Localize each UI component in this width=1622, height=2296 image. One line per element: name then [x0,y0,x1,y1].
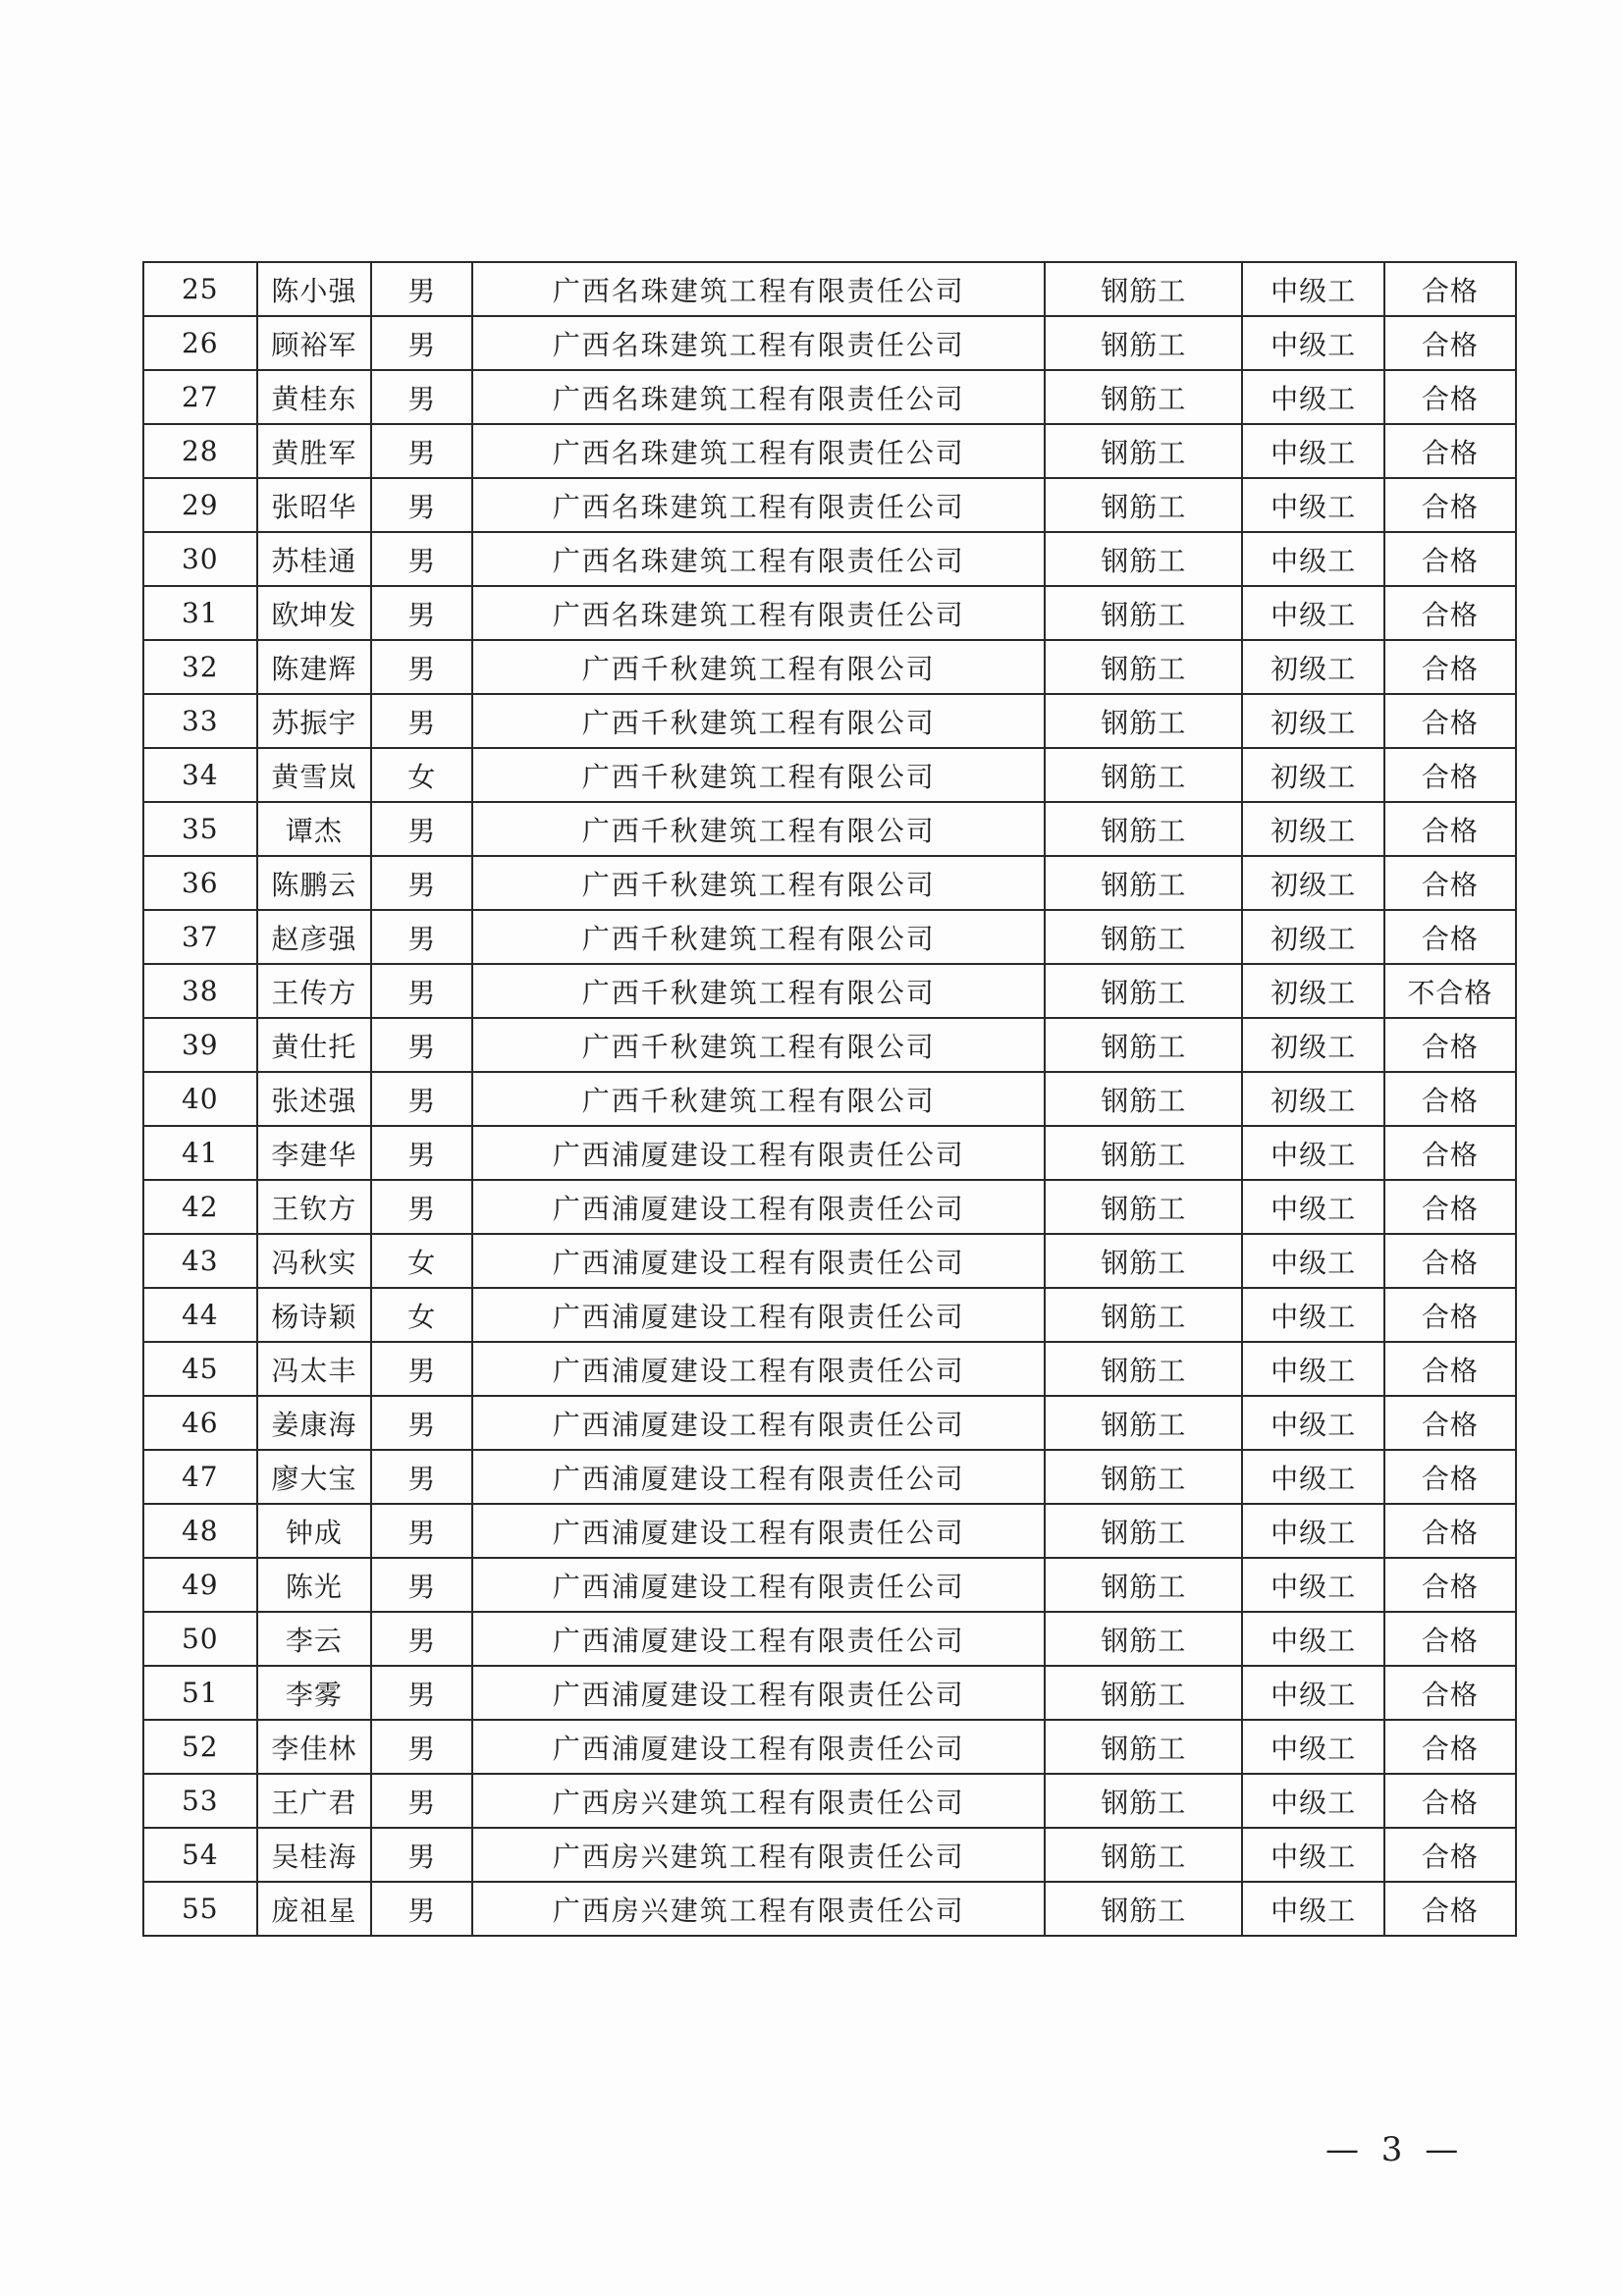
name-cell: 陈建辉 [257,640,372,694]
gender-cell: 男 [371,1180,472,1234]
serial-number-cell: 33 [143,694,257,748]
trade-cell: 钢筋工 [1045,1396,1242,1450]
company-cell: 广西浦厦建设工程有限责任公司 [472,1612,1045,1666]
company-cell: 广西浦厦建设工程有限责任公司 [472,1396,1045,1450]
skill-level-cell: 中级工 [1242,1666,1383,1720]
trade-cell: 钢筋工 [1045,1612,1242,1666]
skill-level-cell: 中级工 [1242,1828,1383,1882]
skill-level-cell: 中级工 [1242,1882,1383,1936]
company-cell: 广西名珠建筑工程有限责任公司 [472,478,1045,532]
table-row [143,1666,1516,1720]
trade-cell: 钢筋工 [1045,1774,1242,1828]
company-cell: 广西名珠建筑工程有限责任公司 [472,586,1045,640]
trade-cell: 钢筋工 [1045,316,1242,370]
roster-table-body [143,262,1516,1936]
company-cell: 广西名珠建筑工程有限责任公司 [472,370,1045,424]
company-cell: 广西千秋建筑工程有限公司 [472,748,1045,802]
result-cell: 合格 [1384,1126,1516,1180]
trade-cell: 钢筋工 [1045,964,1242,1018]
company-cell: 广西浦厦建设工程有限责任公司 [472,1126,1045,1180]
table-row [143,1558,1516,1612]
table-row [143,1234,1516,1288]
result-cell: 合格 [1384,1072,1516,1126]
gender-cell: 男 [371,532,472,586]
result-cell: 合格 [1384,856,1516,910]
result-cell: 合格 [1384,1774,1516,1828]
result-cell: 合格 [1384,532,1516,586]
company-cell: 广西千秋建筑工程有限公司 [472,856,1045,910]
result-cell: 合格 [1384,640,1516,694]
serial-number-cell: 25 [143,262,257,316]
serial-number-cell: 48 [143,1504,257,1558]
gender-cell: 男 [371,478,472,532]
table-row [143,1072,1516,1126]
serial-number-cell: 50 [143,1612,257,1666]
gender-cell: 男 [371,370,472,424]
gender-cell: 男 [371,1072,472,1126]
serial-number-cell: 37 [143,910,257,964]
serial-number-cell: 39 [143,1018,257,1072]
name-cell: 黄桂东 [257,370,372,424]
company-cell: 广西千秋建筑工程有限公司 [472,802,1045,856]
result-cell: 合格 [1384,1558,1516,1612]
trade-cell: 钢筋工 [1045,586,1242,640]
skill-level-cell: 中级工 [1242,478,1383,532]
name-cell: 黄胜军 [257,424,372,478]
name-cell: 李云 [257,1612,372,1666]
skill-level-cell: 中级工 [1242,424,1383,478]
gender-cell: 女 [371,1234,472,1288]
skill-level-cell: 初级工 [1242,1072,1383,1126]
gender-cell: 男 [371,856,472,910]
result-cell: 合格 [1384,586,1516,640]
gender-cell: 男 [371,1018,472,1072]
gender-cell: 男 [371,1558,472,1612]
table-row [143,1180,1516,1234]
skill-level-cell: 初级工 [1242,748,1383,802]
table-row [143,586,1516,640]
page-number: — 3 — [1325,2130,1465,2169]
company-cell: 广西名珠建筑工程有限责任公司 [472,316,1045,370]
result-cell: 合格 [1384,748,1516,802]
serial-number-cell: 43 [143,1234,257,1288]
name-cell: 廖大宝 [257,1450,372,1504]
skill-level-cell: 中级工 [1242,1234,1383,1288]
company-cell: 广西千秋建筑工程有限公司 [472,694,1045,748]
name-cell: 陈鹏云 [257,856,372,910]
gender-cell: 男 [371,694,472,748]
trade-cell: 钢筋工 [1045,640,1242,694]
name-cell: 谭杰 [257,802,372,856]
serial-number-cell: 32 [143,640,257,694]
result-cell: 合格 [1384,1288,1516,1342]
name-cell: 苏振宇 [257,694,372,748]
company-cell: 广西浦厦建设工程有限责任公司 [472,1450,1045,1504]
serial-number-cell: 51 [143,1666,257,1720]
trade-cell: 钢筋工 [1045,1882,1242,1936]
name-cell: 冯秋实 [257,1234,372,1288]
result-cell: 合格 [1384,424,1516,478]
result-cell: 合格 [1384,694,1516,748]
table-row [143,1396,1516,1450]
trade-cell: 钢筋工 [1045,1288,1242,1342]
name-cell: 姜康海 [257,1396,372,1450]
gender-cell: 男 [371,1882,472,1936]
table-row [143,910,1516,964]
company-cell: 广西浦厦建设工程有限责任公司 [472,1666,1045,1720]
serial-number-cell: 28 [143,424,257,478]
skill-level-cell: 中级工 [1242,1774,1383,1828]
table-row [143,1828,1516,1882]
skill-level-cell: 初级工 [1242,640,1383,694]
skill-level-cell: 中级工 [1242,1504,1383,1558]
skill-level-cell: 中级工 [1242,532,1383,586]
table-row [143,964,1516,1018]
serial-number-cell: 38 [143,964,257,1018]
result-cell: 合格 [1384,370,1516,424]
trade-cell: 钢筋工 [1045,1180,1242,1234]
skill-level-cell: 中级工 [1242,1450,1383,1504]
table-row [143,1612,1516,1666]
result-cell: 合格 [1384,1018,1516,1072]
name-cell: 冯太丰 [257,1342,372,1396]
serial-number-cell: 47 [143,1450,257,1504]
gender-cell: 男 [371,1342,472,1396]
name-cell: 张昭华 [257,478,372,532]
name-cell: 陈小强 [257,262,372,316]
table-row [143,748,1516,802]
serial-number-cell: 40 [143,1072,257,1126]
table-row [143,1450,1516,1504]
trade-cell: 钢筋工 [1045,1072,1242,1126]
serial-number-cell: 49 [143,1558,257,1612]
name-cell: 王传方 [257,964,372,1018]
gender-cell: 男 [371,586,472,640]
serial-number-cell: 35 [143,802,257,856]
trade-cell: 钢筋工 [1045,1666,1242,1720]
trade-cell: 钢筋工 [1045,262,1242,316]
roster-table-container [142,261,1517,1937]
gender-cell: 男 [371,1450,472,1504]
name-cell: 欧坤发 [257,586,372,640]
result-cell: 合格 [1384,478,1516,532]
company-cell: 广西房兴建筑工程有限责任公司 [472,1882,1045,1936]
serial-number-cell: 26 [143,316,257,370]
table-row [143,532,1516,586]
name-cell: 陈光 [257,1558,372,1612]
company-cell: 广西房兴建筑工程有限责任公司 [472,1774,1045,1828]
result-cell: 合格 [1384,316,1516,370]
trade-cell: 钢筋工 [1045,1126,1242,1180]
table-row [143,856,1516,910]
result-cell: 合格 [1384,262,1516,316]
serial-number-cell: 54 [143,1828,257,1882]
trade-cell: 钢筋工 [1045,748,1242,802]
table-row [143,1720,1516,1774]
gender-cell: 男 [371,1612,472,1666]
trade-cell: 钢筋工 [1045,910,1242,964]
table-row [143,694,1516,748]
serial-number-cell: 31 [143,586,257,640]
table-row [143,1288,1516,1342]
table-row [143,1126,1516,1180]
name-cell: 赵彦强 [257,910,372,964]
trade-cell: 钢筋工 [1045,856,1242,910]
gender-cell: 男 [371,1396,472,1450]
serial-number-cell: 53 [143,1774,257,1828]
name-cell: 吴桂海 [257,1828,372,1882]
result-cell: 合格 [1384,1612,1516,1666]
skill-level-cell: 初级工 [1242,856,1383,910]
company-cell: 广西浦厦建设工程有限责任公司 [472,1180,1045,1234]
skill-level-cell: 中级工 [1242,1126,1383,1180]
company-cell: 广西房兴建筑工程有限责任公司 [472,1828,1045,1882]
serial-number-cell: 27 [143,370,257,424]
gender-cell: 男 [371,1504,472,1558]
serial-number-cell: 52 [143,1720,257,1774]
skill-level-cell: 初级工 [1242,910,1383,964]
trade-cell: 钢筋工 [1045,1720,1242,1774]
trade-cell: 钢筋工 [1045,1828,1242,1882]
table-row [143,1774,1516,1828]
gender-cell: 男 [371,1828,472,1882]
gender-cell: 男 [371,1666,472,1720]
result-cell: 合格 [1384,1234,1516,1288]
gender-cell: 男 [371,1126,472,1180]
name-cell: 李建华 [257,1126,372,1180]
company-cell: 广西千秋建筑工程有限公司 [472,1018,1045,1072]
gender-cell: 男 [371,424,472,478]
result-cell: 合格 [1384,910,1516,964]
company-cell: 广西浦厦建设工程有限责任公司 [472,1558,1045,1612]
result-cell: 合格 [1384,1450,1516,1504]
skill-level-cell: 中级工 [1242,586,1383,640]
table-row [143,262,1516,316]
table-row [143,316,1516,370]
company-cell: 广西浦厦建设工程有限责任公司 [472,1234,1045,1288]
trade-cell: 钢筋工 [1045,802,1242,856]
company-cell: 广西浦厦建设工程有限责任公司 [472,1288,1045,1342]
trade-cell: 钢筋工 [1045,1342,1242,1396]
table-row [143,802,1516,856]
result-cell: 合格 [1384,1882,1516,1936]
company-cell: 广西名珠建筑工程有限责任公司 [472,262,1045,316]
name-cell: 杨诗颖 [257,1288,372,1342]
gender-cell: 男 [371,802,472,856]
gender-cell: 男 [371,1774,472,1828]
result-cell: 不合格 [1384,964,1516,1018]
serial-number-cell: 34 [143,748,257,802]
name-cell: 黄雪岚 [257,748,372,802]
company-cell: 广西千秋建筑工程有限公司 [472,910,1045,964]
trade-cell: 钢筋工 [1045,424,1242,478]
table-row [143,640,1516,694]
serial-number-cell: 36 [143,856,257,910]
serial-number-cell: 46 [143,1396,257,1450]
skill-level-cell: 中级工 [1242,262,1383,316]
name-cell: 王钦方 [257,1180,372,1234]
table-row [143,1504,1516,1558]
company-cell: 广西千秋建筑工程有限公司 [472,964,1045,1018]
trade-cell: 钢筋工 [1045,1450,1242,1504]
serial-number-cell: 30 [143,532,257,586]
result-cell: 合格 [1384,1342,1516,1396]
company-cell: 广西浦厦建设工程有限责任公司 [472,1720,1045,1774]
trade-cell: 钢筋工 [1045,1234,1242,1288]
serial-number-cell: 42 [143,1180,257,1234]
company-cell: 广西浦厦建设工程有限责任公司 [472,1342,1045,1396]
gender-cell: 男 [371,640,472,694]
trade-cell: 钢筋工 [1045,1504,1242,1558]
skill-level-cell: 初级工 [1242,694,1383,748]
gender-cell: 男 [371,1720,472,1774]
skill-level-cell: 中级工 [1242,370,1383,424]
gender-cell: 男 [371,262,472,316]
serial-number-cell: 55 [143,1882,257,1936]
name-cell: 王广君 [257,1774,372,1828]
skill-level-cell: 初级工 [1242,964,1383,1018]
result-cell: 合格 [1384,1720,1516,1774]
trade-cell: 钢筋工 [1045,1558,1242,1612]
skill-level-cell: 初级工 [1242,802,1383,856]
name-cell: 苏桂通 [257,532,372,586]
skill-level-cell: 中级工 [1242,1612,1383,1666]
result-cell: 合格 [1384,1666,1516,1720]
trade-cell: 钢筋工 [1045,1018,1242,1072]
name-cell: 钟成 [257,1504,372,1558]
trade-cell: 钢筋工 [1045,478,1242,532]
company-cell: 广西浦厦建设工程有限责任公司 [472,1504,1045,1558]
name-cell: 李佳林 [257,1720,372,1774]
gender-cell: 男 [371,910,472,964]
table-row [143,478,1516,532]
skill-level-cell: 初级工 [1242,1018,1383,1072]
gender-cell: 男 [371,964,472,1018]
result-cell: 合格 [1384,1828,1516,1882]
skill-level-cell: 中级工 [1242,1180,1383,1234]
table-row [143,370,1516,424]
skill-level-cell: 中级工 [1242,1342,1383,1396]
result-cell: 合格 [1384,1396,1516,1450]
skill-level-cell: 中级工 [1242,1288,1383,1342]
gender-cell: 男 [371,316,472,370]
company-cell: 广西千秋建筑工程有限公司 [472,1072,1045,1126]
serial-number-cell: 41 [143,1126,257,1180]
table-row [143,424,1516,478]
table-row [143,1342,1516,1396]
roster-table [142,261,1517,1937]
trade-cell: 钢筋工 [1045,532,1242,586]
trade-cell: 钢筋工 [1045,370,1242,424]
serial-number-cell: 29 [143,478,257,532]
table-row [143,1882,1516,1936]
skill-level-cell: 中级工 [1242,316,1383,370]
skill-level-cell: 中级工 [1242,1720,1383,1774]
gender-cell: 女 [371,1288,472,1342]
serial-number-cell: 45 [143,1342,257,1396]
result-cell: 合格 [1384,1504,1516,1558]
table-row [143,1018,1516,1072]
serial-number-cell: 44 [143,1288,257,1342]
skill-level-cell: 中级工 [1242,1396,1383,1450]
name-cell: 黄仕托 [257,1018,372,1072]
result-cell: 合格 [1384,802,1516,856]
name-cell: 庞祖星 [257,1882,372,1936]
name-cell: 李雾 [257,1666,372,1720]
gender-cell: 女 [371,748,472,802]
company-cell: 广西名珠建筑工程有限责任公司 [472,424,1045,478]
company-cell: 广西千秋建筑工程有限公司 [472,640,1045,694]
name-cell: 张述强 [257,1072,372,1126]
result-cell: 合格 [1384,1180,1516,1234]
company-cell: 广西名珠建筑工程有限责任公司 [472,532,1045,586]
trade-cell: 钢筋工 [1045,694,1242,748]
name-cell: 顾裕军 [257,316,372,370]
skill-level-cell: 中级工 [1242,1558,1383,1612]
